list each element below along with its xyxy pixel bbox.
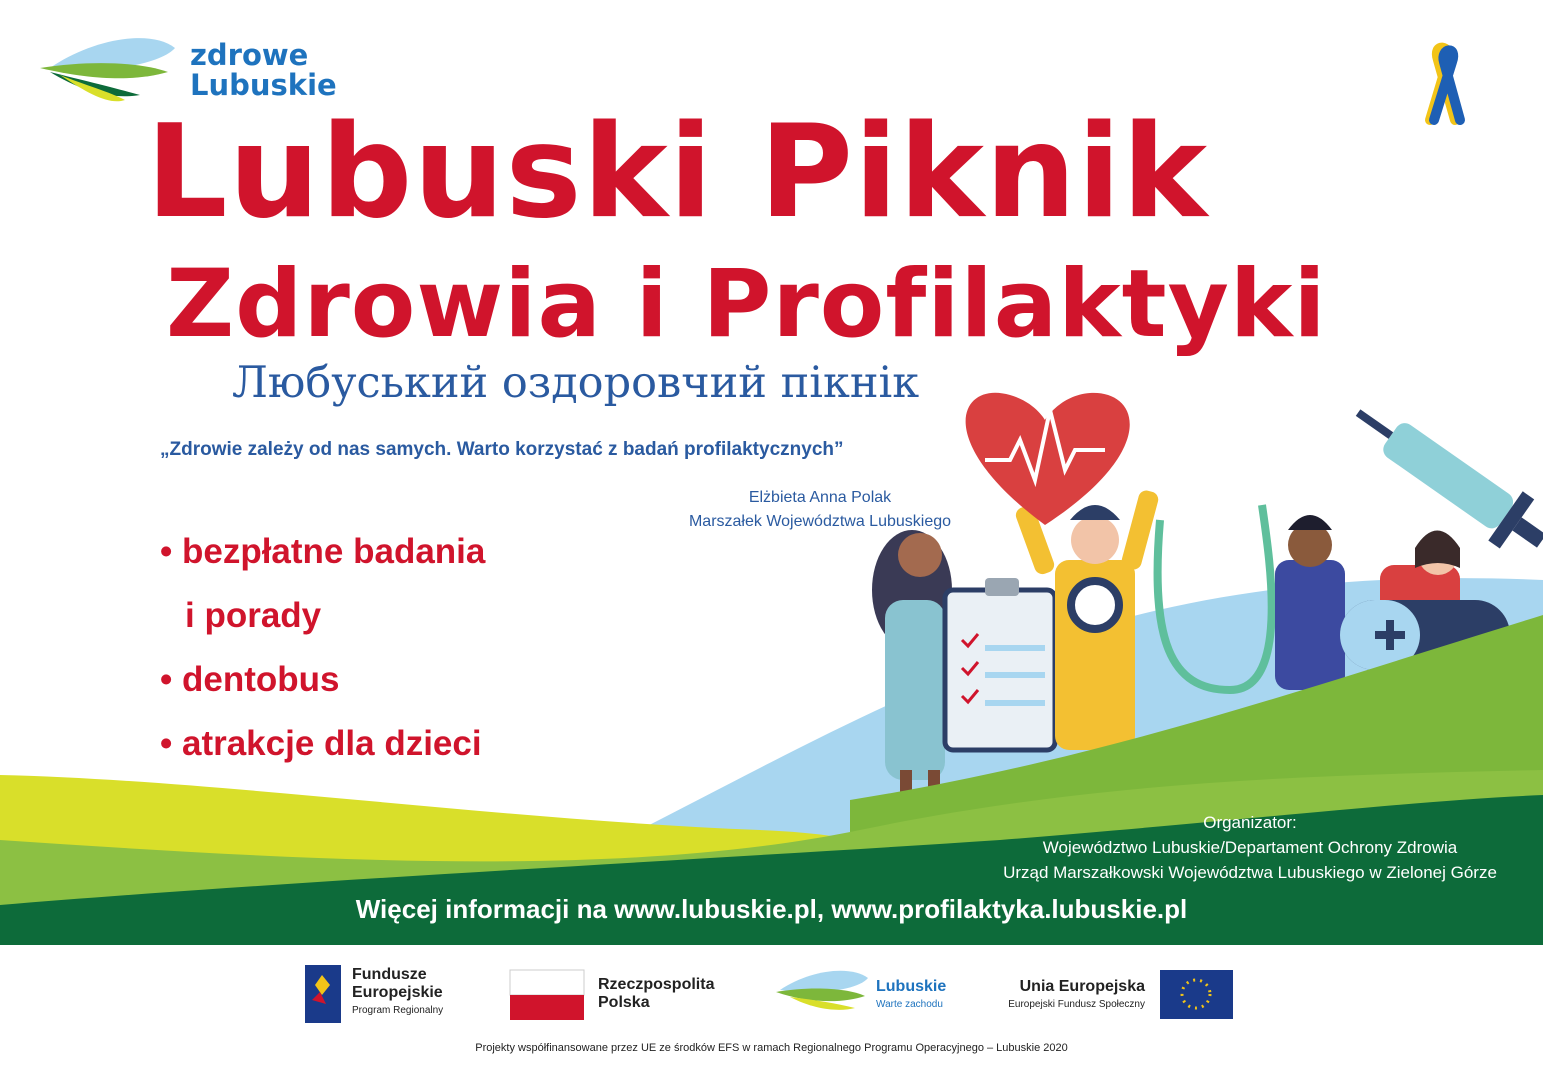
fe-line2: Europejskie — [352, 984, 443, 1001]
organizer-label: Organizator: — [1203, 813, 1297, 832]
zdrowe-lubuskie-logo-graphic — [40, 38, 175, 101]
sponsor-unia-europejska — [990, 978, 1145, 1014]
fe-line1: Fundusze — [352, 966, 427, 983]
bullet-free-tests: • bezpłatne badania — [160, 532, 486, 571]
quote: „Zdrowie zależy od nas samych. Warto korzystać z badań profilaktycznych” — [160, 439, 844, 460]
fundusze-europejskie-logo-graphic — [305, 965, 341, 1023]
bullet-kids-attractions: • atrakcje dla dzieci — [160, 724, 482, 763]
organizer-line1: Województwo Lubuskie/Departament Ochrony Zdrowia — [1042, 838, 1458, 857]
ue-line2: Europejski Fundusz Społeczny — [1008, 999, 1145, 1010]
logo-text — [190, 40, 337, 100]
lub-line2: Warte zachodu — [876, 999, 943, 1010]
subtitle-ukrainian: Любуський оздоровчий пікнік — [232, 358, 920, 408]
poland-flag — [510, 970, 584, 1020]
sponsor-fundusze-europejskie — [352, 966, 443, 1020]
ukraine-ribbon-icon — [1430, 48, 1460, 120]
bullet-free-tests-cont: i porady — [185, 596, 322, 635]
organizer — [960, 810, 1540, 885]
logo-line2: Lubuskie — [190, 68, 337, 102]
sponsor-rzeczpospolita-polska — [598, 976, 714, 1012]
quote-author — [660, 486, 980, 534]
bullet-dentobus: • dentobus — [160, 660, 340, 699]
footer-note: Projekty współfinansowane przez UE ze środków EFS w ramach Regionalnego Programu Operacyjnego – Lubuskie 2020 — [475, 1042, 1068, 1054]
ue-line1: Unia Europejska — [1019, 978, 1145, 995]
title-line2: Zdrowia i Profilaktyki — [166, 250, 1327, 359]
lubuskie-logo-graphic — [776, 971, 868, 1010]
quote-author-name: Elżbieta Anna Polak — [748, 489, 892, 506]
rp-line1: Rzeczpospolita — [598, 976, 715, 993]
rp-line2: Polska — [598, 994, 650, 1011]
fe-line3: Program Regionalny — [352, 1005, 444, 1016]
sponsor-lubuskie — [876, 978, 946, 1014]
organizer-line2: Urząd Marszałkowski Województwa Lubuskiego w Zielonej Górze — [1003, 863, 1497, 882]
eu-flag — [1160, 970, 1233, 1019]
title-line1: Lubuski Piknik — [146, 98, 1209, 247]
logo-line1: zdrowe — [190, 38, 309, 72]
quote-author-role: Marszałek Województwa Lubuskiego — [688, 513, 952, 530]
more-info: Więcej informacji na www.lubuskie.pl, www.profilaktyka.lubuskie.pl — [355, 894, 1188, 924]
lub-line1: Lubuskie — [876, 978, 947, 995]
